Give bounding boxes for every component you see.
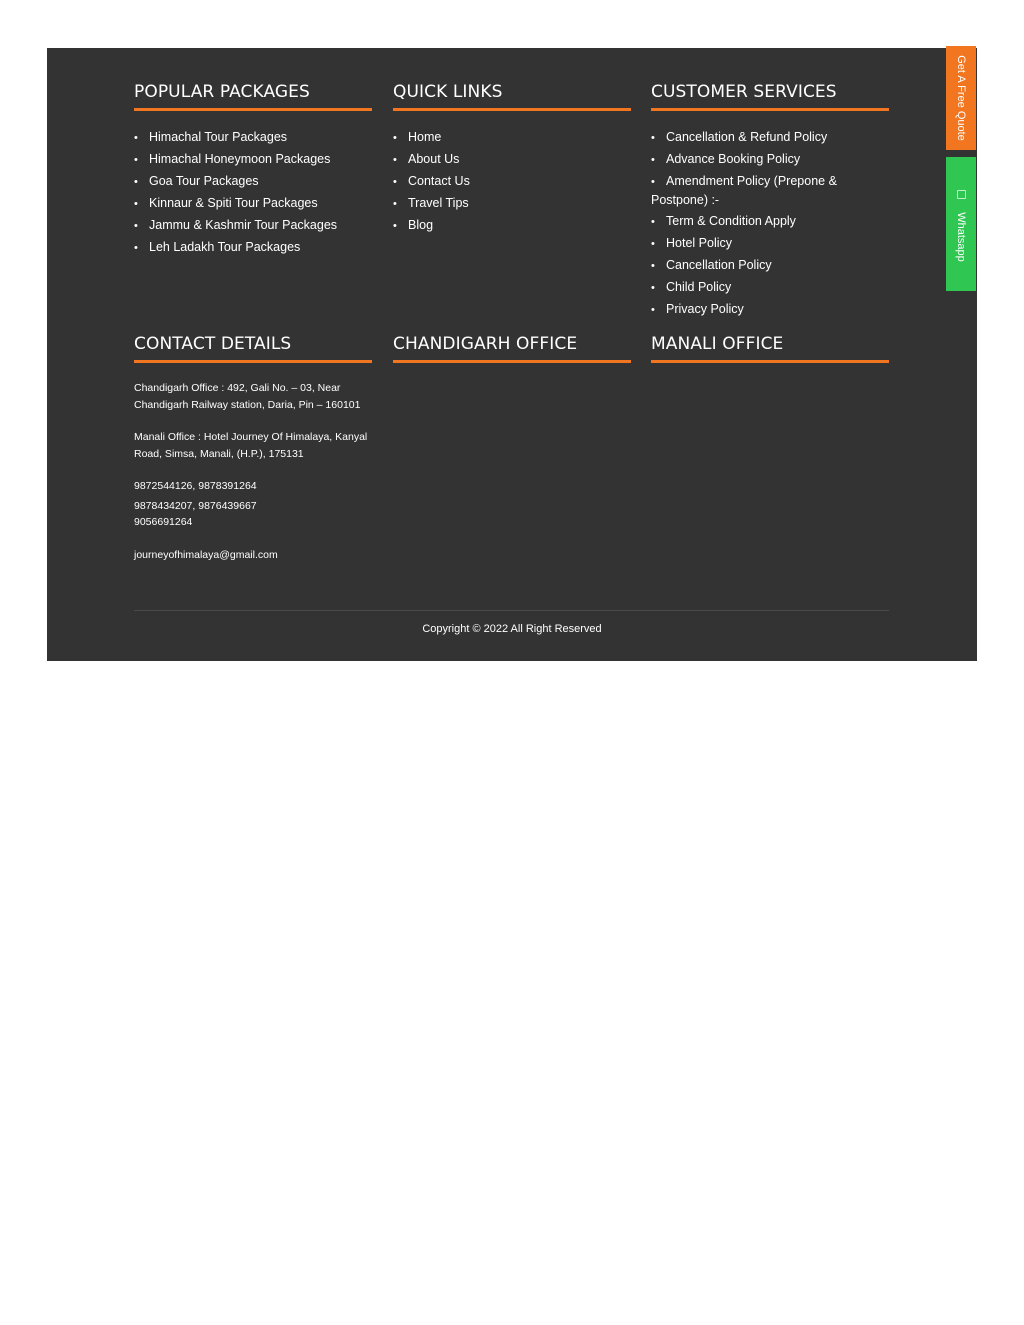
whatsapp-icon [957,190,966,199]
link-child-policy[interactable]: • Child Policy [651,278,889,297]
heading-underline [393,360,631,363]
link-travel-tips[interactable]: • Travel Tips [393,194,631,213]
chandigarh-office-column [393,333,631,363]
get-free-quote-label: Get A Free Quote [955,55,967,141]
whatsapp-label: Whatsapp [955,212,967,263]
quick-links-column [393,81,631,238]
chandigarh-address: Chandigarh Office : 492, Gali No. – 03, Near Chandigarh Railway station, Daria, Pin – 160101 [134,382,361,411]
link-privacy-policy[interactable]: • Privacy Policy [651,300,889,319]
contact-details-heading: CONTACT DETAILS [134,334,292,354]
popular-packages-heading: POPULAR PACKAGES [134,82,310,102]
contact-info [134,380,372,563]
contact-details-column [134,333,372,563]
popular-packages-column [134,81,372,260]
link-blog[interactable]: • Blog [393,216,631,235]
heading-underline [134,360,372,363]
link-goa-tour-packages[interactable]: • Goa Tour Packages [134,172,372,191]
quick-links-heading: QUICK LINKS [393,82,503,102]
link-amendment-policy[interactable]: • Amendment Policy (Prepone & Postpone) :- [651,172,889,209]
link-himachal-tour-packages[interactable]: • Himachal Tour Packages [134,128,372,147]
link-hotel-policy[interactable]: • Hotel Policy [651,234,889,253]
heading-underline [651,108,889,111]
get-free-quote-button[interactable] [946,46,976,150]
manali-office-heading: MANALI OFFICE [651,334,784,354]
manali-office-column [651,333,889,363]
link-advance-booking-policy[interactable]: • Advance Booking Policy [651,150,889,169]
phone-numbers-3[interactable]: 9056691264 [134,516,193,528]
chandigarh-office-heading: CHANDIGARH OFFICE [393,334,578,354]
link-about-us[interactable]: • About Us [393,150,631,169]
customer-services-column [651,81,889,322]
popular-packages-list [134,128,372,257]
manali-address: Manali Office : Hotel Journey Of Himalaya, Kanyal Road, Simsa, Manali, (H.P.), 175131 [134,431,368,460]
link-kinnaur-spiti-tour-packages[interactable]: • Kinnaur & Spiti Tour Packages [134,194,372,213]
link-leh-ladakh-tour-packages[interactable]: • Leh Ladakh Tour Packages [134,238,372,257]
link-term-condition[interactable]: • Term & Condition Apply [651,212,889,231]
link-contact-us[interactable]: • Contact Us [393,172,631,191]
heading-underline [393,108,631,111]
phone-numbers-2[interactable]: 9878434207, 9876439667 [134,499,257,512]
link-home[interactable]: • Home [393,128,631,147]
footer-divider [134,610,889,611]
heading-underline [651,360,889,363]
email-link[interactable]: journeyofhimalaya@gmail.com [134,548,278,561]
whatsapp-button[interactable] [946,157,976,291]
heading-underline [134,108,372,111]
customer-services-heading: CUSTOMER SERVICES [651,82,837,102]
quick-links-list [393,128,631,235]
phone-numbers-1[interactable]: 9872544126, 9878391264 [134,480,257,492]
link-cancellation-refund-policy[interactable]: • Cancellation & Refund Policy [651,128,889,147]
link-cancellation-policy[interactable]: • Cancellation Policy [651,256,889,275]
link-jammu-kashmir-tour-packages[interactable]: • Jammu & Kashmir Tour Packages [134,216,372,235]
link-himachal-honeymoon-packages[interactable]: • Himachal Honeymoon Packages [134,150,372,169]
customer-services-list [651,128,889,319]
site-footer [47,48,977,661]
copyright-text: Copyright © 2022 All Right Reserved [422,623,602,635]
